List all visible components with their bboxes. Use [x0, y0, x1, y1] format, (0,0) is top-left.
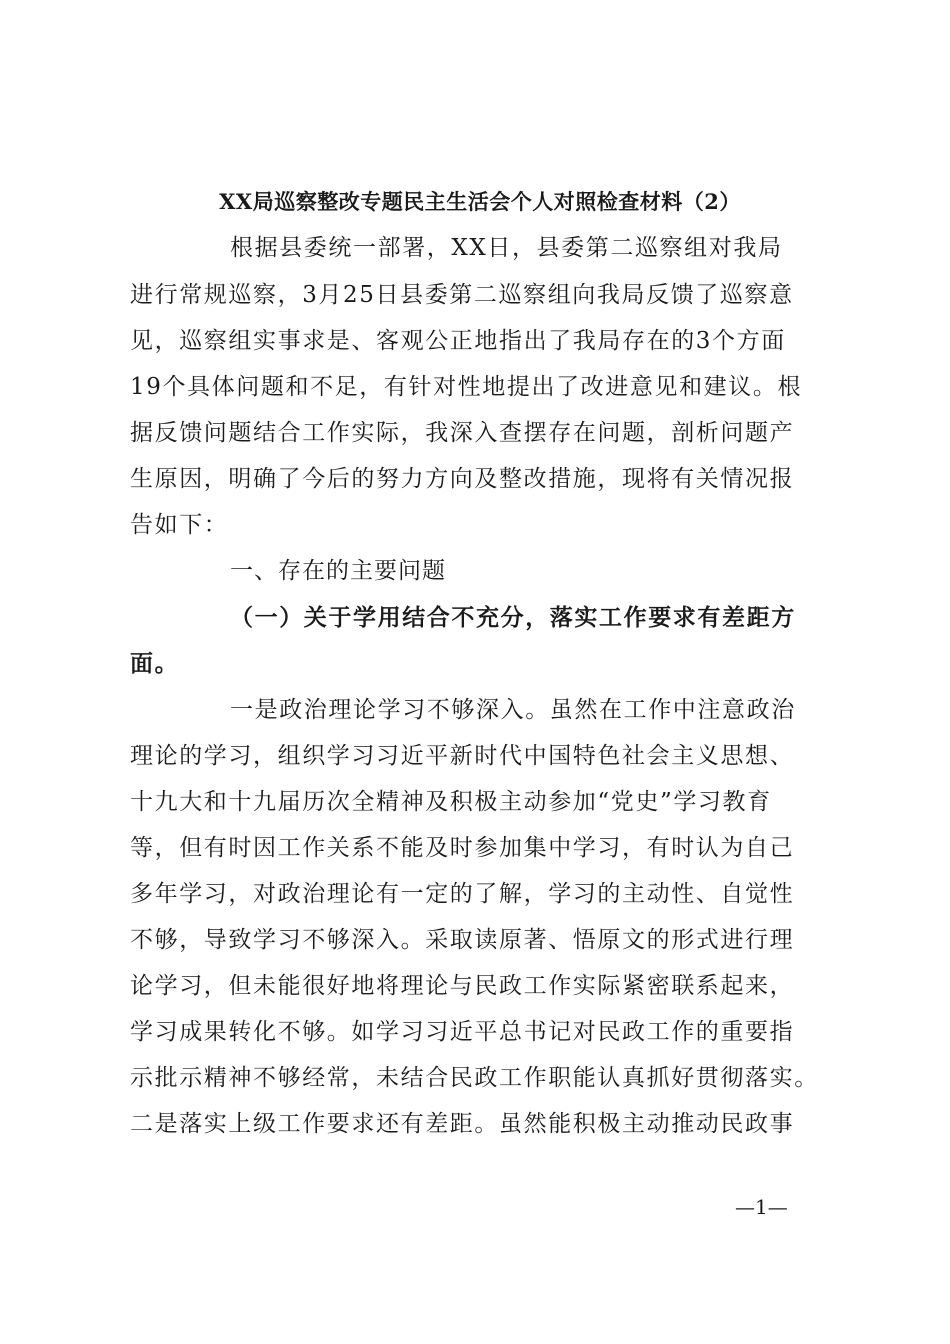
- page-number: —1—: [735, 1195, 788, 1219]
- body-line: 多年学习，对政治理论有一定的了解，学习的主动性、自觉性: [130, 881, 795, 907]
- body-line: 论学习，但未能很好地将理论与民政工作实际紧密联系起来，: [130, 973, 795, 999]
- body-line: 示批示精神不够经常，未结合民政工作职能认真抓好贯彻落实。: [130, 1065, 819, 1091]
- body-line: 告如下：: [130, 512, 229, 538]
- body-line: 理论的学习，组织学习习近平新时代中国特色社会主义思想、: [130, 743, 795, 769]
- body-line: 十九大和十九届历次全精神及积极主动参加“党史”学习教育: [130, 789, 772, 815]
- document-title: XX局巡察整改专题民主生活会个人对照检查材料（2）: [219, 189, 741, 214]
- body-line: 生原因，明确了今后的努力方向及整改措施，现将有关情况报: [130, 466, 795, 492]
- body-line: 不够，导致学习不够深入。采取读原著、悟原文的形式进行理: [130, 927, 795, 953]
- body-line: 进行常规巡察，3月25日县委第二巡察组向我局反馈了巡察意: [130, 282, 794, 308]
- subsection-heading: （一）关于学用结合不充分，落实工作要求有差距方: [230, 604, 796, 631]
- subsection-heading-cont: 面。: [130, 650, 180, 677]
- body-line: 据反馈问题结合工作实际，我深入查摆存在问题，剖析问题产: [130, 420, 795, 446]
- body-line: 二是落实上级工作要求还有差距。虽然能积极主动推动民政事: [130, 1111, 795, 1137]
- body-line: 见，巡察组实事求是、客观公正地指出了我局存在的3个方面: [130, 328, 786, 354]
- section-heading: 一、存在的主要问题: [230, 558, 446, 584]
- body-line: 根据县委统一部署，XX日，县委第二巡察组对我局: [230, 235, 783, 261]
- body-line: 学习成果转化不够。如学习习近平总书记对民政工作的重要指: [130, 1019, 795, 1045]
- body-line: 一是政治理论学习不够深入。虽然在工作中注意政治: [230, 697, 796, 723]
- body-line: 19个具体问题和不足，有针对性地提出了改进意见和建议。根: [130, 374, 803, 400]
- body-line: 等，但有时因工作关系不能及时参加集中学习，有时认为自己: [130, 835, 795, 861]
